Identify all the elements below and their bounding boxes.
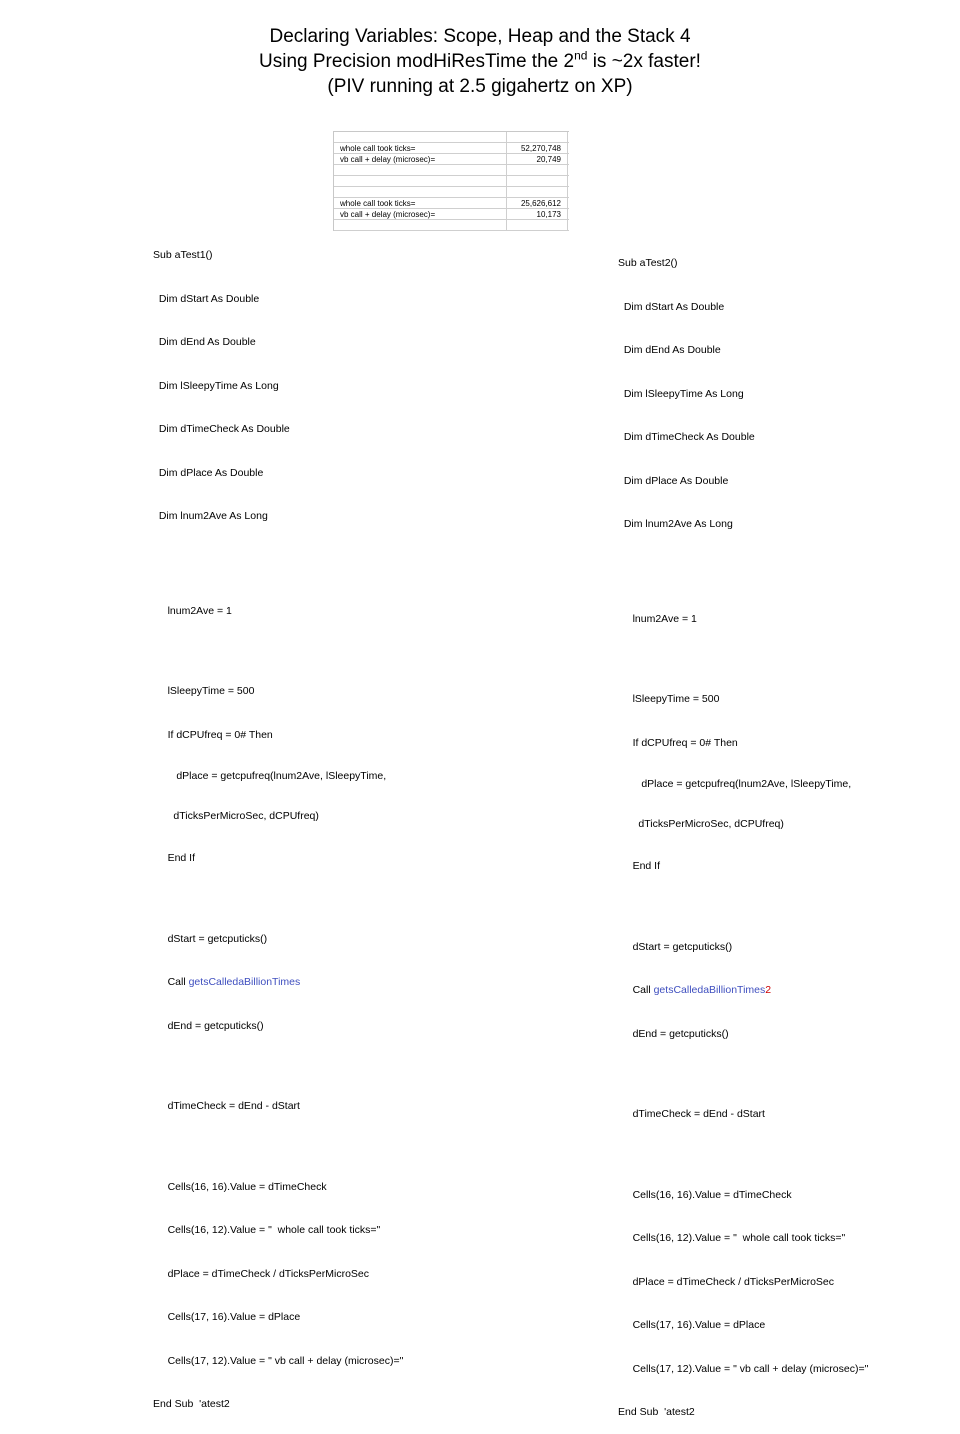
code-line: dTicksPerMicroSec, dCPUfreq) <box>153 810 319 822</box>
code-line: lSleepyTime = 500 <box>618 693 720 705</box>
code-line: dTimeCheck = dEnd - dStart <box>618 1108 765 1120</box>
code-line: Dim lSleepyTime As Long <box>153 379 279 392</box>
code-line: dStart = getcputicks() <box>153 932 268 945</box>
code-line: Dim lSleepyTime As Long <box>618 387 744 400</box>
code-token: Call <box>153 976 189 988</box>
code-line: Dim dEnd As Double <box>153 336 256 348</box>
code-line: lnum2Ave = 1 <box>618 612 697 625</box>
code-token: Call <box>618 984 654 996</box>
code-line <box>618 983 868 998</box>
sheet-row <box>334 198 569 209</box>
code-line: dPlace = getcpufreq(lnum2Ave, lSleepyTime, <box>153 770 387 782</box>
code-line: If dCPUfreq = 0# Then <box>153 728 273 741</box>
code-line: Cells(17, 12).Value = " vb call + delay (microsec)=" <box>153 1354 404 1367</box>
sheet-value: 20,749 <box>536 155 561 164</box>
function-suffix: 2 <box>765 984 772 996</box>
function-name: getsCalledaBillionTimes <box>188 976 301 988</box>
code-line: Dim dStart As Double <box>153 292 260 305</box>
sheet-row <box>334 154 569 165</box>
code-line: dPlace = dTimeCheck / dTicksPerMicroSec <box>153 1267 369 1280</box>
sheet-value: 10,173 <box>536 210 561 219</box>
code-block-atest2 <box>618 227 868 1434</box>
sheet-label: vb call + delay (microsec)= <box>340 210 436 219</box>
code-line: dEnd = getcputicks() <box>618 1027 729 1040</box>
code-line: dPlace = dTimeCheck / dTicksPerMicroSec <box>618 1275 834 1288</box>
sheet-row <box>334 132 569 143</box>
code-line: Dim dTimeCheck As Double <box>153 423 290 435</box>
sheet-value: 52,270,748 <box>520 144 561 153</box>
code-line <box>153 975 403 990</box>
sheet-label: whole call took ticks= <box>340 144 416 153</box>
code-line: End If <box>618 860 661 872</box>
slide-title <box>0 24 960 99</box>
code-line: Cells(16, 16).Value = dTimeCheck <box>618 1188 792 1201</box>
sheet-row <box>334 176 569 187</box>
sheet-value: 25,626,612 <box>520 199 561 208</box>
title-line-2-end: is ~2x faster! <box>587 51 701 72</box>
title-line-2 <box>0 49 960 74</box>
code-line: Dim dPlace As Double <box>618 474 729 487</box>
code-line: Cells(17, 16).Value = dPlace <box>618 1319 766 1331</box>
code-line: End If <box>153 852 196 864</box>
code-line: Cells(17, 16).Value = dPlace <box>153 1311 301 1323</box>
title-superscript: nd <box>574 48 588 63</box>
code-line: dStart = getcputicks() <box>618 940 733 953</box>
code-line: Dim lnum2Ave As Long <box>153 510 268 522</box>
code-line: Dim dPlace As Double <box>153 466 264 479</box>
title-line-3: (PIV running at 2.5 gigahertz on XP) <box>327 76 633 97</box>
code-line: dTicksPerMicroSec, dCPUfreq) <box>618 818 784 830</box>
code-line: Dim lnum2Ave As Long <box>618 518 733 530</box>
code-line: lSleepyTime = 500 <box>153 685 255 697</box>
sheet-label: whole call took ticks= <box>340 199 416 208</box>
code-line: Sub aTest1() <box>153 249 213 261</box>
code-line: Dim dStart As Double <box>618 300 725 313</box>
code-line: If dCPUfreq = 0# Then <box>618 736 738 749</box>
sheet-row <box>334 165 569 176</box>
title-line-2-text: Using Precision modHiResTime the 2 <box>259 51 575 72</box>
code-line: End Sub 'atest2 <box>153 1398 230 1410</box>
function-name: getsCalledaBillionTimes <box>653 984 766 996</box>
code-line: End Sub 'atest2 <box>618 1406 695 1418</box>
code-line: dEnd = getcputicks() <box>153 1019 264 1032</box>
code-line: Cells(16, 12).Value = " whole call took ticks=" <box>618 1232 846 1244</box>
sheet-row <box>334 187 569 198</box>
code-line: dTimeCheck = dEnd - dStart <box>153 1100 300 1112</box>
sheet-label: vb call + delay (microsec)= <box>340 155 436 164</box>
code-line: lnum2Ave = 1 <box>153 604 232 617</box>
code-line: Cells(17, 12).Value = " vb call + delay (microsec)=" <box>618 1362 869 1375</box>
code-line: Cells(16, 16).Value = dTimeCheck <box>153 1180 327 1193</box>
code-line: Sub aTest2() <box>618 257 678 269</box>
code-block-atest1 <box>153 219 403 1426</box>
code-line: Dim dEnd As Double <box>618 344 721 356</box>
code-line: Dim dTimeCheck As Double <box>618 431 755 443</box>
title-line-1: Declaring Variables: Scope, Heap and the Stack 4 <box>269 26 691 47</box>
code-line: dPlace = getcpufreq(lnum2Ave, lSleepyTime, <box>618 778 852 790</box>
sheet-row <box>334 143 569 154</box>
spreadsheet-results <box>333 131 569 231</box>
code-line: Cells(16, 12).Value = " whole call took ticks=" <box>153 1224 381 1236</box>
